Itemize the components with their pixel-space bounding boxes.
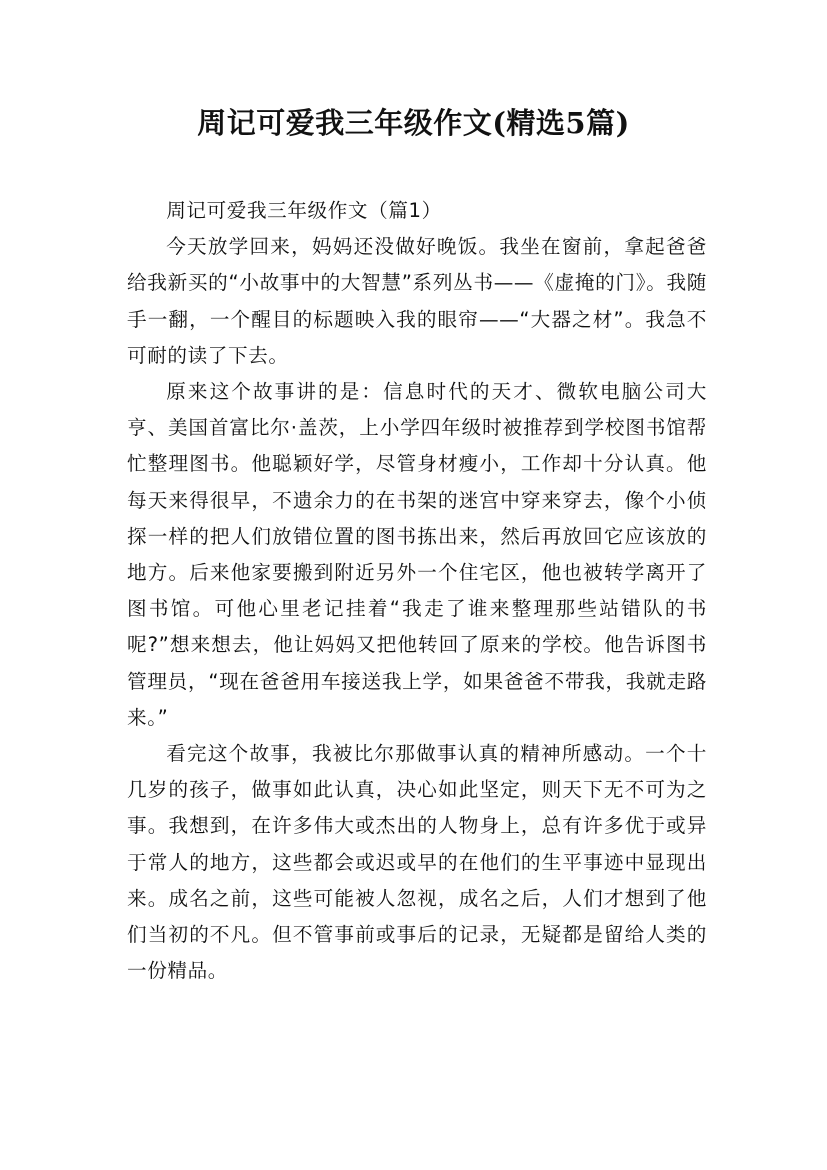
- paragraph-1: 今天放学回来，妈妈还没做好晚饭。我坐在窗前，拿起爸爸给我新买的“小故事中的大智慧”系列丛书——《虚掩的门》。我随手一翻，一个醒目的标题映入我的眼帘——“大器之材”。我急不可耐的读了下去。: [127, 235, 707, 367]
- paragraph-3: 看完这个故事，我被比尔那做事认真的精神所感动。一个十几岁的孩子，做事如此认真，决心如此坚定，则天下无不可为之事。我想到，在许多伟大或杰出的人物身上，总有许多优于或异于常人的地方，这些都会或迟或早的在他们的生平事迹中显现出来。成名之前，这些可能被人忽视，成名之后，人们才想到了他们当初的不凡。但不管事前或事后的记录，无疑都是留给人类的一份精品。: [127, 742, 707, 983]
- document-body: [127, 193, 707, 989]
- paragraph-2: 原来这个故事讲的是：信息时代的天才、微软电脑公司大亨、美国首富比尔·盖茨，上小学四年级时被推荐到学校图书馆帮忙整理图书。他聪颖好学，尽管身材瘦小，工作却十分认真。他每天来得很早，不遗余力的在书架的迷宫中穿来穿去，像个小侦探一样的把人们放错位置的图书拣出来，然后再放回它应该放的地方。后来他家要搬到附近另外一个住宅区，他也被转学离开了图书馆。可他心里老记挂着“我走了谁来整理那些站错队的书呢?”想来想去，他让妈妈又把他转回了原来的学校。他告诉图书管理员，“现在爸爸用车接送我上学，如果爸爸不带我，我就走路来。”: [127, 380, 707, 729]
- section-heading: 周记可爱我三年级作文（篇1）: [166, 199, 442, 222]
- document-title: 周记可爱我三年级作文(精选5篇): [197, 106, 630, 140]
